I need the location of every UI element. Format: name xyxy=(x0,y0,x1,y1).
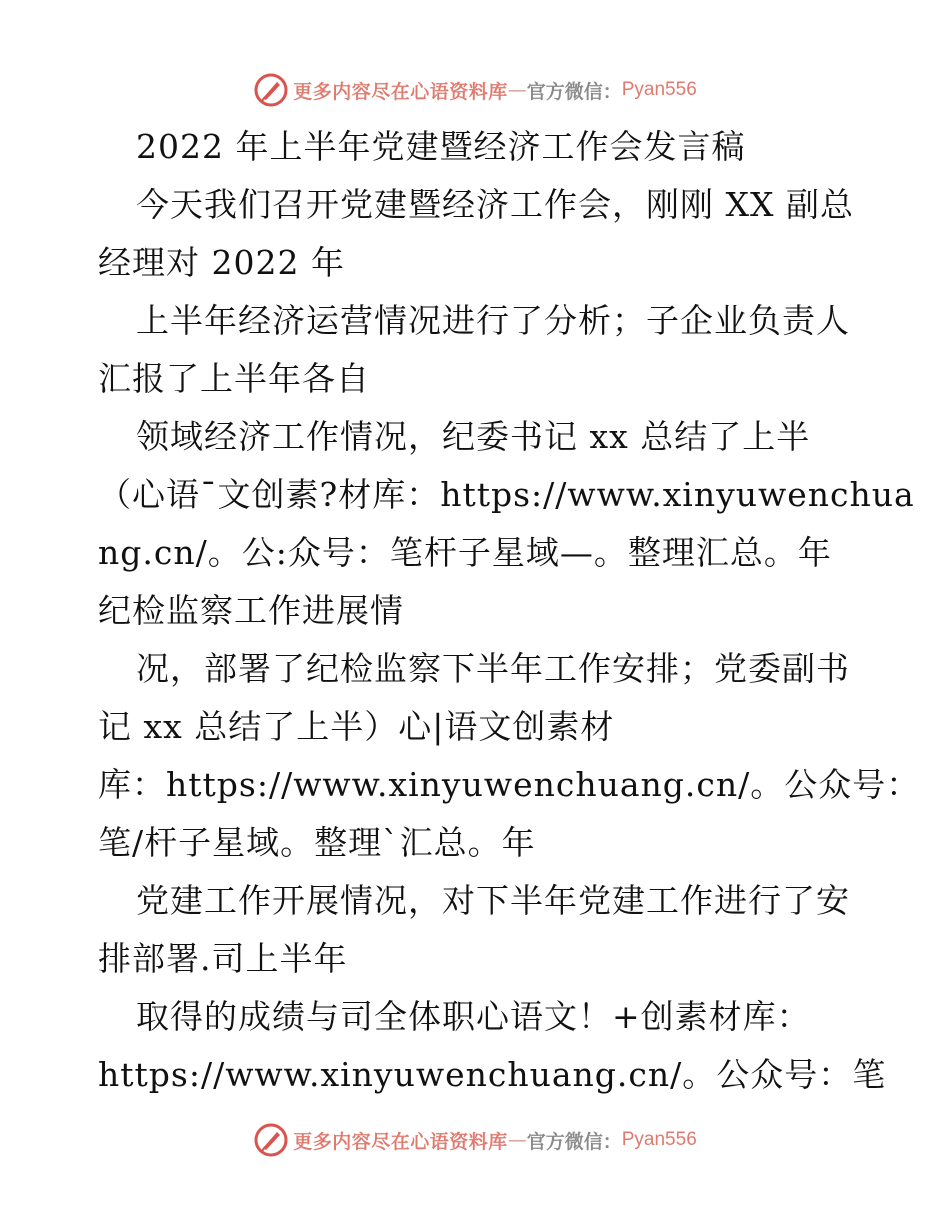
text-line: 取得的成绩与司全体职心语文！+创素材库： xyxy=(136,997,811,1036)
quill-logo-icon xyxy=(253,1122,289,1158)
watermark-prefix: 更多内容尽在心语资料库 xyxy=(293,1130,508,1153)
text-line: 库：https://www.xinyuwenchuang.cn/。公众号： xyxy=(98,765,921,804)
watermark-dash: — xyxy=(507,1129,527,1151)
watermark-footer xyxy=(0,1120,950,1160)
document-body xyxy=(98,118,921,1104)
text-line: 况，部署了纪检监察下半年工作安排；党委副书 xyxy=(136,649,850,688)
text-line: https://www.xinyuwenchuang.cn/。公众号：笔 xyxy=(98,1055,887,1094)
watermark-label: 官方微信： xyxy=(526,80,622,103)
text-line: 排部署.司上半年 xyxy=(98,939,348,978)
quill-logo-icon xyxy=(253,72,289,108)
watermark-label: 官方微信： xyxy=(526,1130,622,1153)
text-line: 记 xx 总结了上半）心|语文创素材 xyxy=(98,707,615,746)
watermark-prefix: 更多内容尽在心语资料库 xyxy=(293,80,508,103)
text-line: 纪检监察工作进展情 xyxy=(98,591,404,630)
text-line: 汇报了上半年各自 xyxy=(98,359,370,398)
watermark-account: Pyan556 xyxy=(621,79,697,100)
watermark-header xyxy=(0,70,950,110)
text-line: ng.cn/。公:众号：笔杆子星域—。整理汇总。年 xyxy=(98,533,832,572)
watermark-dash: — xyxy=(507,79,527,101)
text-line: 今天我们召开党建暨经济工作会，刚刚 XX 副总 xyxy=(136,185,854,224)
text-line: 上半年经济运营情况进行了分析；子企业负责人 xyxy=(136,301,850,340)
text-line: 领域经济工作情况，纪委书记 xx 总结了上半 xyxy=(136,417,811,456)
text-line: （心语¯文创素?材库：https://www.xinyuwenchua xyxy=(98,475,915,514)
document-title: 2022 年上半年党建暨经济工作会发言稿 xyxy=(136,127,746,166)
text-line: 笔/杆子星域。整理`汇总。年 xyxy=(98,823,536,862)
text-line: 经理对 2022 年 xyxy=(98,243,345,282)
text-line: 党建工作开展情况，对下半年党建工作进行了安 xyxy=(136,881,850,920)
watermark-account: Pyan556 xyxy=(621,1129,697,1150)
